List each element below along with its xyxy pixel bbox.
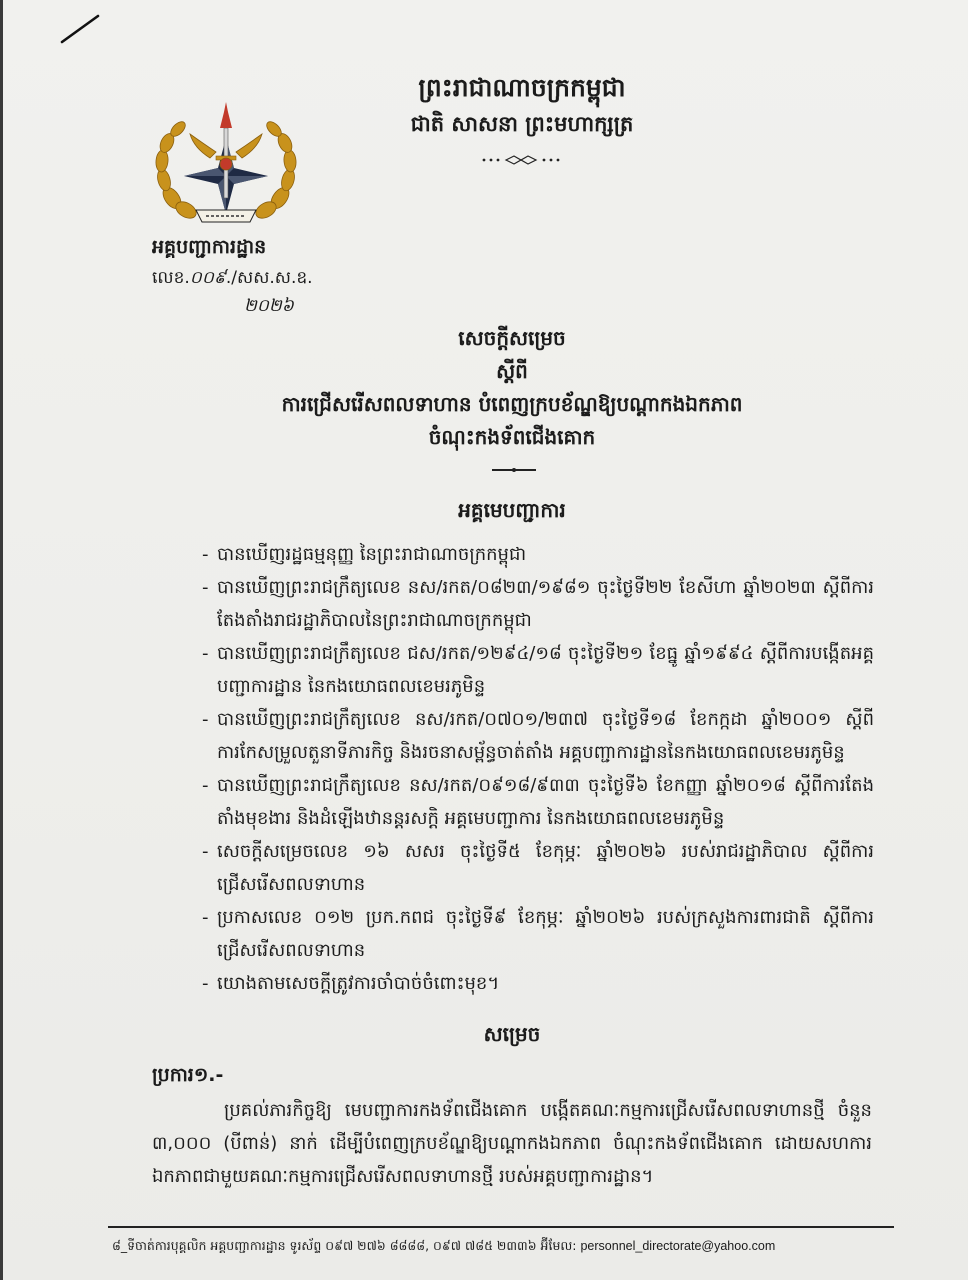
authority-heading: អគ្គមេបញ្ជាការ xyxy=(458,498,566,522)
title-divider xyxy=(490,465,538,475)
list-item: - បានឃើញព្រះរាជក្រឹត្យលេខ នស/រកត/០៧០១/២៣៧ ចុះថ្ងៃទី១៨ ខែកក្កដា ឆ្នាំ២០០១ ស្តីពីការកែសម្រួលតួនាទីភារកិច្ច និងរចនាសម្ព័ន្ធចាត់តាំង អគ្គបញ្ជាការដ្ឋាននៃកងយោធពលខេមរភូមិន្ទ xyxy=(200,703,874,769)
list-item: - បានឃើញព្រះរាជក្រឹត្យលេខ ជស/រកត/១២៩៤/១៨ ចុះថ្ងៃទី២១ ខែធ្នូ ឆ្នាំ១៩៩៤ ស្តីពីការបង្កើតអគ្គបញ្ជាការដ្ឋាន នៃកងយោធពលខេមរភូមិន្ទ xyxy=(200,637,874,703)
footer-address: ៨_ទីចាត់ការបុគ្គលិក អគ្គបញ្ជាការដ្ឋាន ទូរស័ព្ទ ០៩៧ ២៧៦ ៨៨៨៨, ០៩៧ ៧៨៥ ២៣៣៦ អ៊ីមែល: xyxy=(112,1238,581,1253)
title-subject-line1: ការជ្រើសរើសពលទាហាន បំពេញក្របខ័ណ្ឌឱ្យបណ្តាកងឯកភាព xyxy=(281,392,743,416)
list-item: - សេចក្តីសម្រេចលេខ ១៦ សសរ ចុះថ្ងៃទី៥ ខែកុម្ភៈ ឆ្នាំ២០២៦ របស់រាជរដ្ឋាភិបាល ស្តីពីការជ្រើសរើសពលទាហាន xyxy=(200,835,874,901)
title-about: ស្តីពី xyxy=(496,359,528,383)
decision-heading: សម្រេច xyxy=(483,1022,541,1046)
reference-handwritten-number: ០០៩ xyxy=(189,268,226,288)
title-subject-line2: ចំណុះកងទ័ពជើងគោក xyxy=(428,425,596,449)
footer-contact xyxy=(112,1236,882,1256)
article-label: ប្រការ១.- xyxy=(152,1064,224,1086)
list-item: - ប្រកាសលេខ ០១២ ប្រក.កពជ ចុះថ្ងៃទី៩ ខែកុម្ភៈ ឆ្នាំ២០២៦ របស់ក្រសួងការពារជាតិ ស្តីពីការជ្រើសរើសពលទាហាន xyxy=(200,901,874,967)
article-text: ប្រគល់ភារកិច្ចឱ្យ មេបញ្ជាការកងទ័ពជើងគោក បង្កើតគណៈកម្មការជ្រើសរើសពលទាហានថ្មី ចំនួន ៣,០០០ (បីពាន់) នាក់ ដើម្បីបំពេញក្របខ័ណ្ឌឱ្យបណ្តាកងឯកភាព ចំណុះកងទ័ពជើងគោក ដោយសហការឯកភាពជាមួយគណៈកម្មការជ្រើសរើសពលទាហានថ្មី របស់អគ្គបញ្ជាការដ្ឋាន។ xyxy=(152,1100,872,1187)
document-type: សេចក្តីសម្រេច xyxy=(458,326,566,350)
list-item: - យោងតាមសេចក្តីត្រូវការចាំបាច់ចំពោះមុខ។ xyxy=(200,967,874,1000)
ornament-divider-icon xyxy=(476,152,566,168)
handwritten-slash-icon xyxy=(58,12,102,46)
reference-suffix: ./សស.ស.ឧ. xyxy=(225,268,313,288)
issuer-name: អគ្គបញ្ជាការដ្ឋាន xyxy=(152,236,267,258)
scan-edge xyxy=(0,0,3,1280)
reference-number xyxy=(152,264,392,292)
military-crest-icon xyxy=(150,98,302,238)
national-motto: ជាតិ សាសនា ព្រះមហាក្សត្រ xyxy=(410,112,634,136)
list-item: - បានឃើញរដ្ឋធម្មនុញ្ញ នៃព្រះរាជាណាចក្រកម្ពុជា xyxy=(200,538,874,571)
kingdom-heading: ព្រះរាជាណាចក្រកម្ពុជា xyxy=(418,73,626,102)
list-item: - បានឃើញព្រះរាជក្រឹត្យលេខ នស/រកត/០៩១៨/៩៣៣ ចុះថ្ងៃទី៦ ខែកញ្ញា ឆ្នាំ២០១៨ ស្តីពីការតែងតាំងមុខងារ និងដំឡើងឋានន្តរសក្តិ អគ្គមេបញ្ជាការ នៃកងយោធពលខេមរភូមិន្ទ xyxy=(200,769,874,835)
reference-prefix: លេខ. xyxy=(152,268,190,288)
list-item: - បានឃើញព្រះរាជក្រឹត្យលេខ នស/រកត/០៨២៣/១៩៨១ ចុះថ្ងៃទី២២ ខែសីហា ឆ្នាំ២០២៣ ស្តីពីការតែងតាំងរាជរដ្ឋាភិបាលនៃព្រះរាជាណាចក្រកម្ពុជា xyxy=(200,571,874,637)
footer-email: personnel_directorate@yahoo.com xyxy=(580,1239,776,1253)
footer-rule xyxy=(108,1226,894,1228)
considerations-list xyxy=(200,538,874,1020)
reference-year: ២០២៦ xyxy=(244,296,294,316)
